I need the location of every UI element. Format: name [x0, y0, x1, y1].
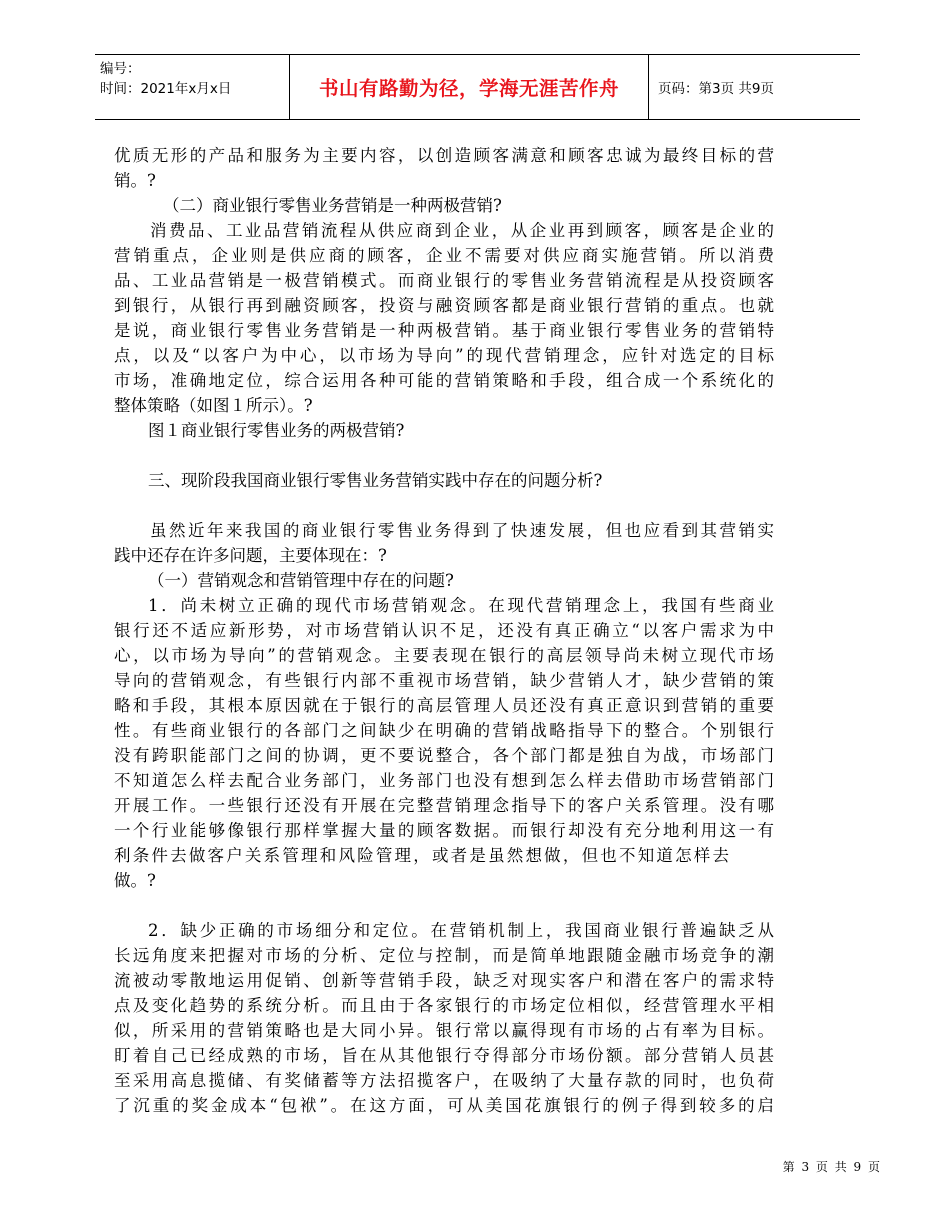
text-line: 性。有些商业银行的各部门之间缺少在明确的营销战略指导下的整合。个别银行 — [114, 721, 774, 740]
text-line: 似，所采用的营销策略也是大同小异。银行常以赢得现有市场的占有率为目标。 — [114, 1021, 774, 1040]
figure-caption: 图１商业银行零售业务的两极营销? — [148, 421, 405, 440]
text-line: 点，以及“以客户为中心，以市场为导向”的现代营销理念，应针对选定的目标 — [114, 346, 774, 365]
text-line: 开展工作。一些银行还没有开展在完整营销理念指导下的客户关系管理。没有哪 — [114, 796, 774, 815]
text-line: 是说，商业银行零售业务营销是一种两极营销。基于商业银行零售业务的营销特 — [114, 321, 774, 340]
time-label: 时间：2021年x月x日 — [100, 81, 232, 97]
header-motto: 书山有路勤为径，学海无涯苦作舟 — [289, 55, 649, 119]
text-line: 不知道怎么样去配合业务部门，业务部门也没有想到怎么样去借助市场营销部门 — [114, 771, 774, 790]
header-page-info: 页码：第3页 共9页 — [658, 81, 774, 97]
text-line: 导向的营销观念，有些银行内部不重视市场营销，缺少营销人才，缺少营销的策 — [114, 671, 774, 690]
text-line: 银行还不适应新形势，对市场营销认识不足，还没有真正确立“以客户需求为中 — [114, 621, 774, 640]
text-line: 营销重点，企业则是供应商的顾客，企业不需要对供应商实施营销。所以消费 — [114, 246, 774, 265]
text-line: 2．缺少正确的市场细分和定位。在营销机制上，我国商业银行普遍缺乏从 — [148, 921, 774, 940]
section-heading: 三、现阶段我国商业银行零售业务营销实践中存在的问题分析? — [148, 471, 603, 490]
text-line: 心，以市场为导向”的营销观念。主要表现在银行的高层领导尚未树立现代市场 — [114, 646, 774, 665]
text-line: 利条件去做客户关系管理和风险管理，或者是虽然想做，但也不知道怎样去 — [114, 846, 729, 865]
text-line: 消费品、工业品营销流程从供应商到企业，从企业再到顾客，顾客是企业的 — [150, 221, 774, 240]
section-heading: （一）营销观念和营销管理中存在的问题? — [148, 571, 454, 590]
text-line: 一个行业能够像银行那样掌握大量的顾客数据。而银行却没有充分地利用这一有 — [114, 821, 774, 840]
text-line: 践中还存在许多问题，主要体现在：? — [114, 546, 387, 565]
text-line: 市场，准确地定位，综合运用各种可能的营销策略和手段，组合成一个系统化的 — [114, 371, 774, 390]
page-footer: 第 3 页 共 9 页 — [782, 1160, 880, 1174]
text-line: 虽然近年来我国的商业银行零售业务得到了快速发展，但也应看到其营销实 — [150, 521, 774, 540]
text-line: 至采用高息揽储、有奖储蓄等方法招揽客户，在吸纳了大量存款的同时，也负荷 — [114, 1071, 774, 1090]
number-label: 编号： — [100, 61, 141, 77]
text-line: 盯着自己已经成熟的市场，旨在从其他银行夺得部分市场份额。部分营销人员甚 — [114, 1046, 774, 1065]
header-meta — [100, 59, 290, 99]
text-line: 长远角度来把握对市场的分析、定位与控制，而是简单地跟随金融市场竞争的潮 — [114, 946, 774, 965]
text-line: 整体策略（如图１所示）。? — [114, 396, 313, 415]
text-line: 到银行，从银行再到融资顾客，投资与融资顾客都是商业银行营销的重点。也就 — [114, 296, 774, 315]
text-line: 做。? — [114, 871, 156, 890]
section-heading: （二）商业银行零售业务营销是一种两极营销? — [163, 196, 502, 215]
text-line: 1．尚未树立正确的现代市场营销观念。在现代营销理念上，我国有些商业 — [148, 596, 774, 615]
text-line: 没有跨职能部门之间的协调，更不要说整合，各个部门都是独自为战，市场部门 — [114, 746, 774, 765]
text-line: 了沉重的奖金成本“包袱”。在这方面，可从美国花旗银行的例子得到较多的启 — [114, 1096, 774, 1115]
text-line: 点及变化趋势的系统分析。而且由于各家银行的市场定位相似，经营管理水平相 — [114, 996, 774, 1015]
text-line: 品、工业品营销是一极营销模式。而商业银行的零售业务营销流程是从投资顾客 — [114, 271, 774, 290]
text-line: 略和手段，其根本原因就在于银行的高层管理人员还没有真正意识到营销的重要 — [114, 696, 774, 715]
text-line: 优质无形的产品和服务为主要内容，以创造顾客满意和顾客忠诚为最终目标的营 — [114, 146, 774, 165]
page-header — [95, 54, 860, 120]
text-line: 销。? — [114, 171, 156, 190]
text-line: 流被动零散地运用促销、创新等营销手段，缺乏对现实客户和潜在客户的需求特 — [114, 971, 774, 990]
